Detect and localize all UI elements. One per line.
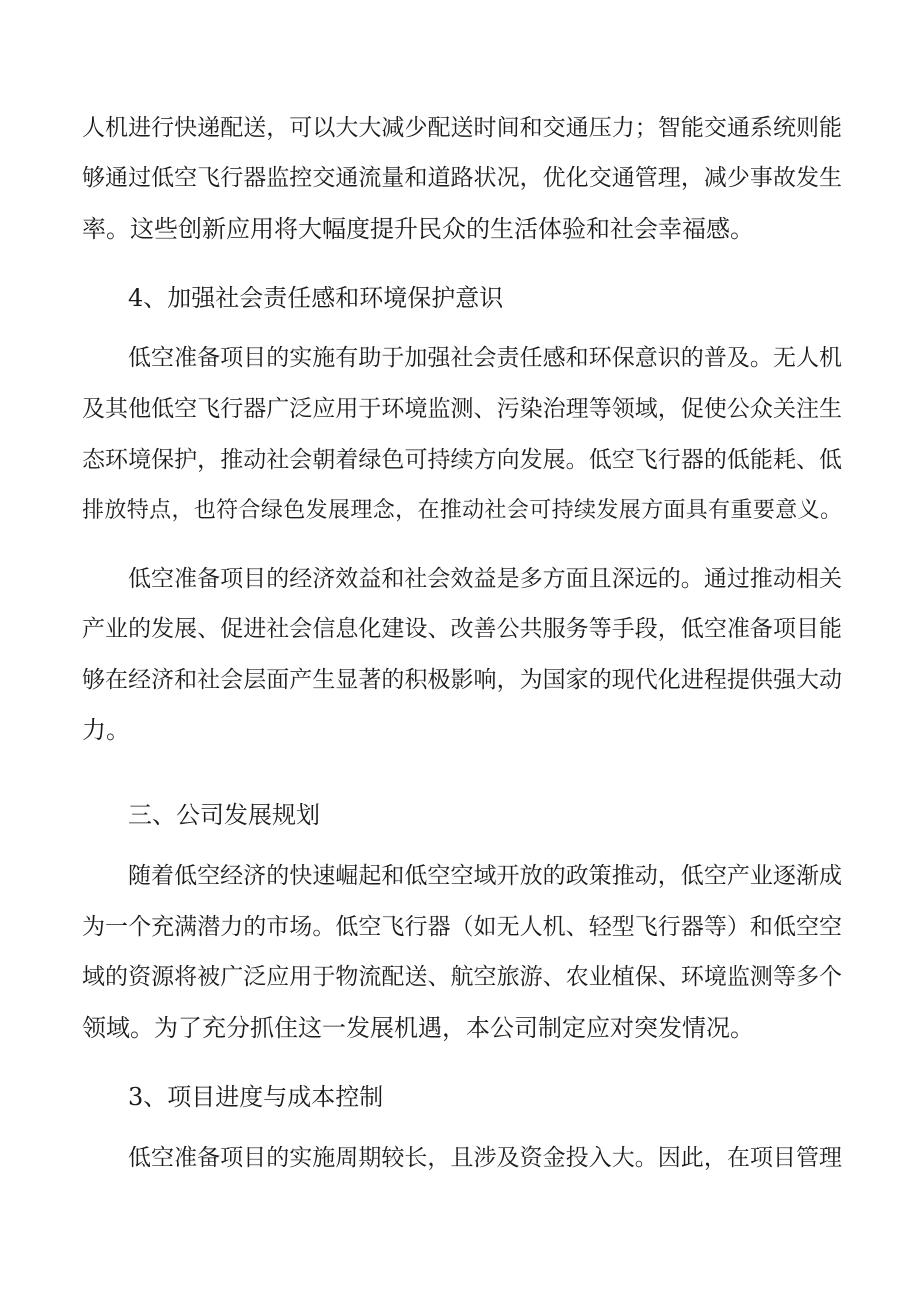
paragraph-line: 低空准备项目的经济效益和社会效益是多方面且深远的。通过推动相关 <box>128 566 842 592</box>
paragraph-line: 及其他低空飞行器广泛应用于环境监测、污染治理等领域，促使公众关注生 <box>82 396 842 422</box>
paragraph-line: 域的资源将被广泛应用于物流配送、航空旅游、农业植保、环境监测等多个 <box>82 964 842 990</box>
paragraph-line: 排放特点，也符合绿色发展理念，在推动社会可持续发展方面具有重要意义。 <box>82 498 842 523</box>
paragraph-line: 为一个充满潜力的市场。低空飞行器（如无人机、轻型飞行器等）和低空空 <box>82 914 842 940</box>
paragraph-line: 随着低空经济的快速崛起和低空空域开放的政策推动，低空产业逐渐成 <box>128 863 842 889</box>
paragraph-line: 产业的发展、促进社会信息化建设、改善公共服务等手段，低空准备项目能 <box>82 616 842 642</box>
paragraph-line: 人机进行快递配送，可以大大减少配送时间和交通压力；智能交通系统则能 <box>82 115 842 141</box>
paragraph-line: 低空准备项目的实施周期较长，且涉及资金投入大。因此，在项目管理 <box>128 1145 842 1171</box>
paragraph-line: 力。 <box>82 716 130 744</box>
paragraph-line: 态环境保护，推动社会朝着绿色可持续方向发展。低空飞行器的低能耗、低 <box>82 447 842 473</box>
paragraph-line: 够在经济和社会层面产生显著的积极影响，为国家的现代化进程提供强大动 <box>82 667 842 693</box>
paragraph-line: 领域。为了充分抓住这一发展机遇，本公司制定应对突发情况。 <box>82 1014 754 1042</box>
section-heading: 4、加强社会责任感和环境保护意识 <box>128 284 504 312</box>
section-heading: 三、公司发展规划 <box>128 801 320 829</box>
section-heading: 3、项目进度与成本控制 <box>128 1083 384 1111</box>
paragraph-line: 够通过低空飞行器监控交通流量和道路状况，优化交通管理，减少事故发生 <box>82 165 842 191</box>
paragraph-line: 低空准备项目的实施有助于加强社会责任感和环保意识的普及。无人机 <box>128 345 842 371</box>
paragraph-line: 率。这些创新应用将大幅度提升民众的生活体验和社会幸福感。 <box>82 215 754 243</box>
